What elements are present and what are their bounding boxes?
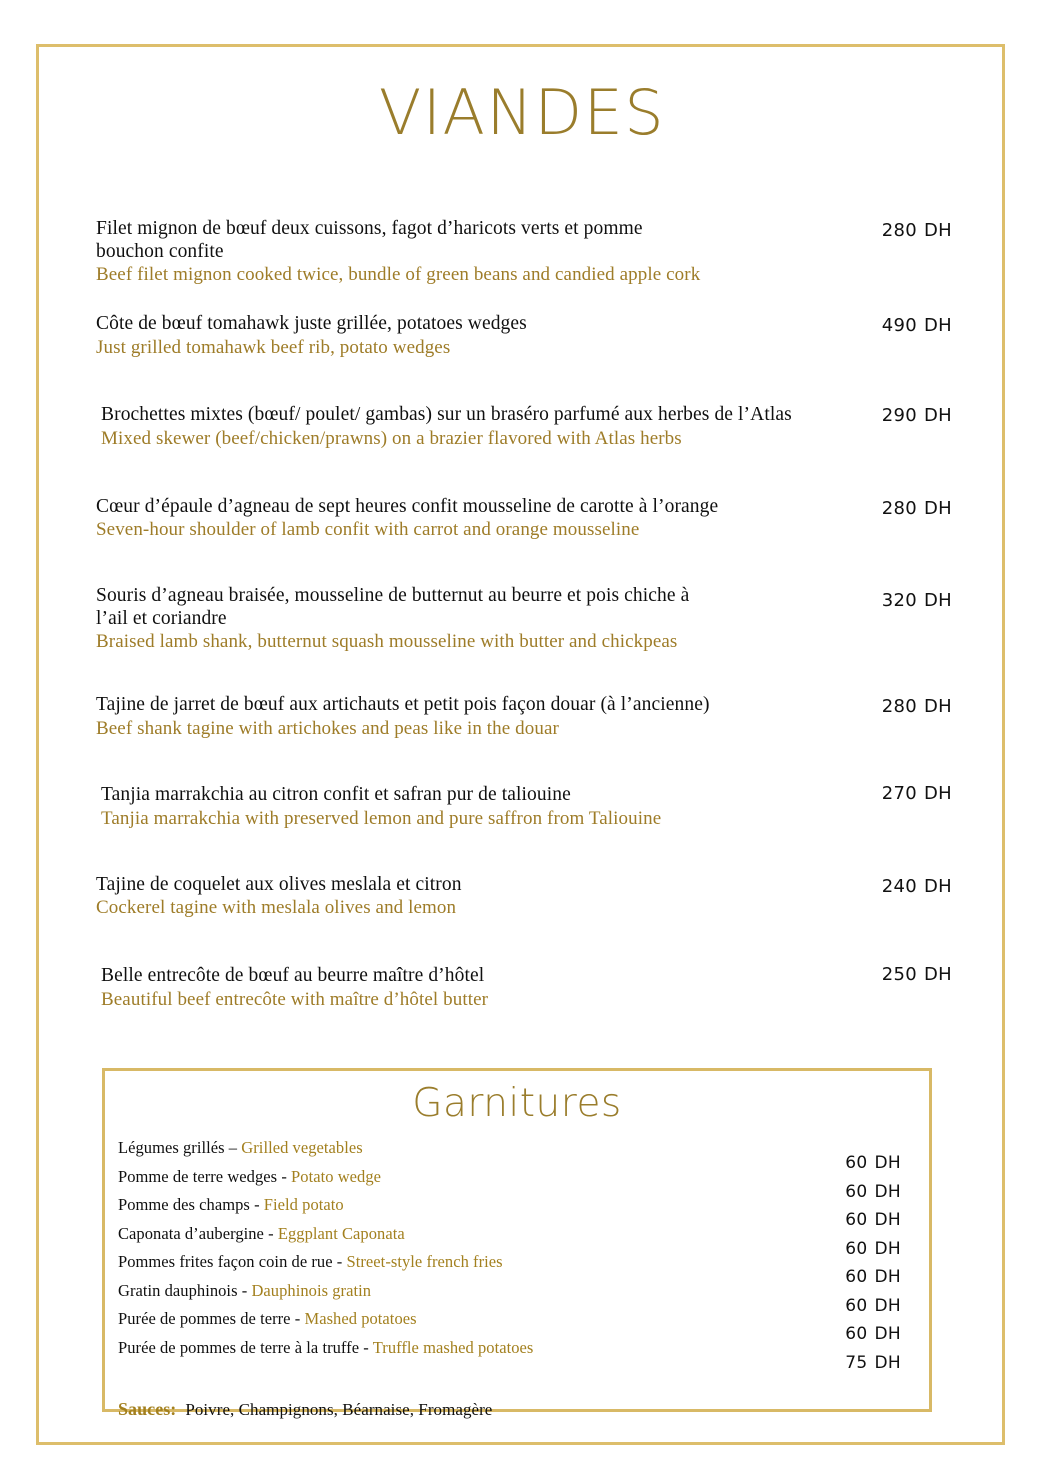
menu-item-name-fr-line1: Brochettes mixtes (bœuf/ poulet/ gambas) sur un braséro parfumé aux herbes de l’Atlas (101, 403, 792, 425)
menu-item-text (96, 874, 866, 920)
menu-item-name-en: Cockerel tagine with meslala olives and lemon (96, 897, 457, 919)
menu-item-text (96, 496, 866, 542)
price-amount: 240 (881, 875, 917, 897)
price-amount: 60 (845, 1181, 868, 1202)
price-amount: 280 (881, 696, 917, 718)
price-currency: DH (874, 1210, 901, 1230)
sauces-value: Poivre, Champignons, Béarnaise, Fromagère (185, 1400, 493, 1419)
menu-item-name-fr-line2: l’ail et coriandre (96, 607, 227, 629)
menu-item-price (842, 696, 952, 717)
menu-item-price (842, 876, 952, 897)
price-currency: DH (924, 497, 952, 519)
price-amount: 75 (845, 1352, 868, 1373)
menu-item-name-en: Mixed skewer (beef/chicken/prawns) on a brazier flavored with Atlas herbs (101, 427, 682, 449)
menu-item-name-fr-line1: Tanjia marrakchia au citron confit et safran pur de taliouine (101, 784, 571, 806)
menu-item-name-fr-line1: Tajine de jarret de bœuf aux artichauts et petit pois façon douar (à l’ancienne) (96, 694, 710, 716)
price-currency: DH (874, 1295, 901, 1316)
price-amount: 490 (881, 315, 917, 337)
menu-item-name-fr-line1: Souris d’agneau braisée, mousseline de butternut au beurre et pois chiche à (96, 585, 690, 607)
garniture-row (118, 1195, 909, 1230)
menu-item-name-fr-line1: Belle entrecôte de bœuf au beurre maître d’hôtel (101, 965, 485, 987)
price-currency: DH (924, 590, 952, 612)
price-currency: DH (924, 315, 952, 337)
garniture-row (118, 1337, 909, 1373)
menu-item-name-en: Beautiful beef entrecôte with maître d’hôtel butter (101, 988, 489, 1010)
menu-item-name-fr-line1: Cœur d’épaule d’agneau de sept heures confit mousseline de carotte à l’orange (96, 495, 719, 517)
garniture-name-en: Mashed potatoes (304, 1309, 417, 1328)
garniture-name-en: Eggplant Caponata (277, 1223, 405, 1243)
price-amount: 250 (881, 964, 917, 986)
price-currency: DH (924, 875, 952, 897)
price-amount: 270 (881, 783, 917, 805)
garniture-separator: - (336, 1252, 343, 1271)
garniture-separator: - (254, 1195, 260, 1214)
garniture-name-fr: Pomme des champs (118, 1195, 250, 1214)
menu-item (96, 218, 952, 286)
price-currency: DH (874, 1181, 901, 1202)
price-currency: DH (924, 696, 952, 718)
menu-item-text (101, 965, 871, 1011)
page-title: VIANDES (378, 76, 666, 149)
price-amount: 320 (881, 590, 917, 612)
garniture-separator: - (241, 1280, 248, 1300)
price-amount: 60 (845, 1210, 868, 1230)
menu-item-name-en: Beef shank tagine with artichokes and peas like in the douar (96, 718, 559, 740)
menu-item-name-fr-line2: bouchon confite (96, 240, 224, 262)
garniture-name-fr: Légumes grillés (118, 1138, 225, 1157)
menu-item-price (842, 498, 952, 519)
menu-item-name-en: Beef filet mignon cooked twice, bundle of green beans and candied apple cork (96, 264, 701, 286)
price-currency: DH (924, 964, 952, 986)
garniture-row (118, 1166, 909, 1202)
price-amount: 60 (845, 1295, 868, 1316)
menu-item-text (96, 218, 866, 286)
garniture-name-fr: Gratin dauphinois (118, 1280, 238, 1300)
menu-item-price (842, 783, 952, 804)
menu-item-name-en: Just grilled tomahawk beef rib, potato wedges (96, 336, 451, 358)
menu-item-name-fr-line1: Côte de bœuf tomahawk juste grillée, potatoes wedges (96, 313, 527, 335)
price-amount: 60 (845, 1238, 868, 1259)
garnitures-title: Garnitures (412, 1081, 622, 1126)
garnitures-list (105, 1138, 929, 1373)
menu-item-text (96, 694, 866, 740)
menu-item-name-en: Tanjia marrakchia with preserved lemon and pure saffron from Taliouine (101, 807, 662, 829)
garniture-separator: – (228, 1138, 238, 1157)
menu-item (96, 313, 952, 359)
garniture-name-fr: Pommes frites façon coin de rue (118, 1252, 333, 1271)
menu-item (96, 496, 952, 542)
garniture-name-en: Truffle mashed potatoes (372, 1337, 534, 1357)
garniture-name-en: Dauphinois gratin (251, 1280, 372, 1300)
menu-item-price (842, 315, 952, 336)
price-amount: 60 (845, 1153, 868, 1173)
menu-item-price (842, 964, 952, 985)
price-amount: 280 (881, 497, 917, 519)
price-currency: DH (874, 1352, 901, 1373)
garniture-name-en: Grilled vegetables (241, 1138, 363, 1157)
price-amount: 60 (845, 1324, 868, 1344)
price-currency: DH (874, 1153, 901, 1173)
menu-item-text (101, 404, 891, 450)
garniture-row (118, 1280, 909, 1316)
garniture-separator: - (363, 1337, 369, 1357)
price-currency: DH (924, 783, 952, 805)
garniture-name-en: Potato wedge (291, 1166, 382, 1186)
price-currency: DH (874, 1238, 901, 1259)
menu-item-name-fr-line1: Tajine de coquelet aux olives meslala et citron (96, 873, 462, 895)
garniture-separator: - (268, 1223, 274, 1243)
menu-item-text (96, 585, 866, 653)
garniture-row (118, 1223, 909, 1259)
garniture-price (791, 1353, 901, 1373)
menu-item-price (842, 220, 952, 241)
menu-item-price (842, 405, 952, 426)
price-currency: DH (874, 1267, 901, 1287)
garniture-name-fr: Caponata d’aubergine (118, 1223, 264, 1243)
menu-item (96, 784, 952, 830)
garniture-name-fr: Purée de pommes de terre (118, 1309, 291, 1328)
menu-item (96, 874, 952, 920)
garniture-separator: - (294, 1309, 301, 1328)
menu-item (96, 585, 952, 653)
menu-item-name-fr-line1: Filet mignon de bœuf deux cuissons, fagot d’haricots verts et pomme (96, 218, 643, 239)
menu-item-name-en: Braised lamb shank, butternut squash mousseline with butter and chickpeas (96, 631, 678, 653)
garniture-row (118, 1138, 909, 1173)
sauces-label: Sauces: (118, 1399, 177, 1419)
garniture-name-fr: Purée de pommes de terre à la truffe (118, 1337, 360, 1357)
price-amount: 60 (845, 1267, 868, 1287)
menu-item (96, 404, 952, 450)
price-currency: DH (924, 404, 952, 426)
menu-item-text (101, 784, 871, 830)
menu-item (96, 694, 952, 740)
garniture-row (118, 1252, 909, 1287)
garniture-name-fr: Pomme de terre wedges (118, 1166, 278, 1186)
garniture-name-en: Street-style french fries (346, 1252, 503, 1271)
sauces-row (105, 1399, 929, 1420)
price-amount: 290 (881, 404, 917, 426)
menu-item-price (842, 590, 952, 611)
garnitures-section (102, 1068, 932, 1419)
price-currency: DH (874, 1324, 901, 1344)
garniture-separator: - (281, 1166, 287, 1186)
garniture-row (118, 1309, 909, 1344)
meat-dishes-list (96, 218, 952, 1011)
menu-item-name-en: Seven-hour shoulder of lamb confit with carrot and orange mousseline (96, 519, 640, 541)
menu-item-text (96, 313, 866, 359)
price-currency: DH (924, 220, 952, 241)
garniture-name-en: Field potato (263, 1195, 344, 1214)
price-amount: 280 (881, 220, 917, 241)
menu-item (96, 965, 952, 1011)
